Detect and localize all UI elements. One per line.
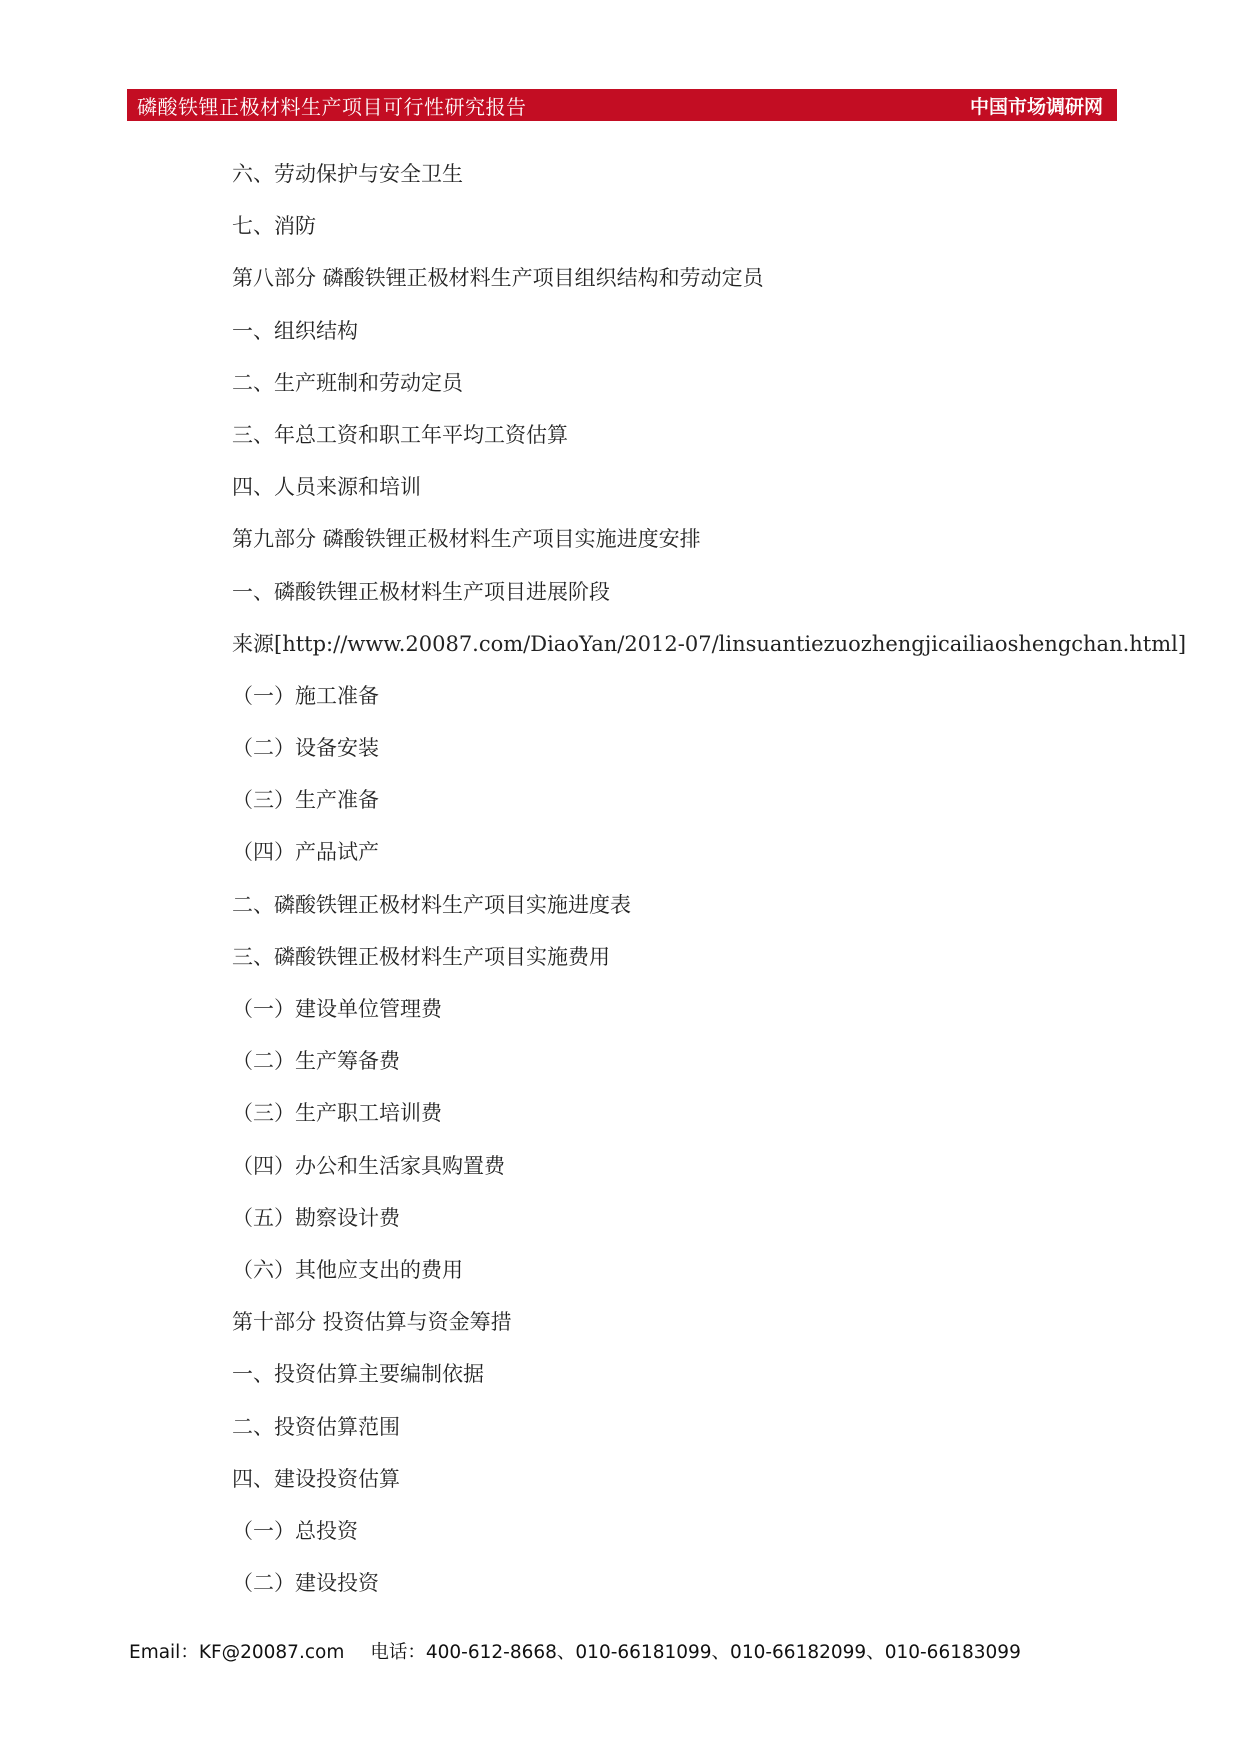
toc-line: （五）勘察设计费: [232, 1205, 400, 1230]
toc-line: 七、消防: [232, 214, 316, 239]
toc-line: （一）建设单位管理费: [232, 997, 442, 1021]
toc-line: 一、组织结构: [232, 318, 358, 343]
toc-line: 三、年总工资和职工年平均工资估算: [232, 422, 568, 447]
contact-footer: [129, 1638, 1129, 1664]
toc-line: （二）建设投资: [232, 1571, 379, 1596]
toc-line: 二、生产班制和劳动定员: [232, 370, 463, 395]
toc-line: （四）办公和生活家具购置费: [232, 1153, 505, 1178]
toc-line: （三）生产职工培训费: [232, 1101, 442, 1126]
toc-line: 六、劳动保护与安全卫生: [232, 162, 463, 186]
toc-line: 二、磷酸铁锂正极材料生产项目实施进度表: [232, 892, 631, 917]
toc-line: （二）设备安装: [232, 736, 379, 761]
toc-section-heading: 第八部分 磷酸铁锂正极材料生产项目组织结构和劳动定员: [232, 266, 764, 291]
toc-line: 一、磷酸铁锂正极材料生产项目进展阶段: [232, 579, 610, 604]
toc-line: 三、磷酸铁锂正极材料生产项目实施费用: [232, 944, 610, 969]
toc-line: （六）其他应支出的费用: [232, 1257, 463, 1282]
toc-line: 二、投资估算范围: [232, 1414, 400, 1439]
toc-line: （一）施工准备: [232, 683, 379, 708]
toc-line: 四、人员来源和培训: [232, 475, 421, 500]
toc-line: （二）生产筹备费: [232, 1049, 400, 1074]
toc-content: [232, 158, 1187, 1619]
toc-section-heading: 第十部分 投资估算与资金筹措: [232, 1310, 512, 1335]
toc-line: 四、建设投资估算: [232, 1466, 400, 1491]
brand-name: 中国市场调研网: [969, 95, 1103, 118]
header-bar: [127, 89, 1117, 121]
footer-email: Email：KF@20087.com: [129, 1642, 345, 1663]
source-url-line: 来源[http://www.20087.com/DiaoYan/2012-07/linsuantiezuozhengjicailiaoshengchan.html]: [232, 631, 1187, 656]
toc-section-heading: 第九部分 磷酸铁锂正极材料生产项目实施进度安排: [232, 527, 701, 552]
footer-phone: 电话：400-612-8668、010-66181099、010-66182099、010-66183099: [370, 1642, 1021, 1663]
toc-line: （三）生产准备: [232, 788, 379, 813]
toc-line: （四）产品试产: [232, 840, 379, 865]
document-title: 磷酸铁锂正极材料生产项目可行性研究报告: [137, 94, 527, 119]
toc-line: （一）总投资: [232, 1518, 358, 1543]
toc-line: 一、投资估算主要编制依据: [232, 1362, 484, 1387]
